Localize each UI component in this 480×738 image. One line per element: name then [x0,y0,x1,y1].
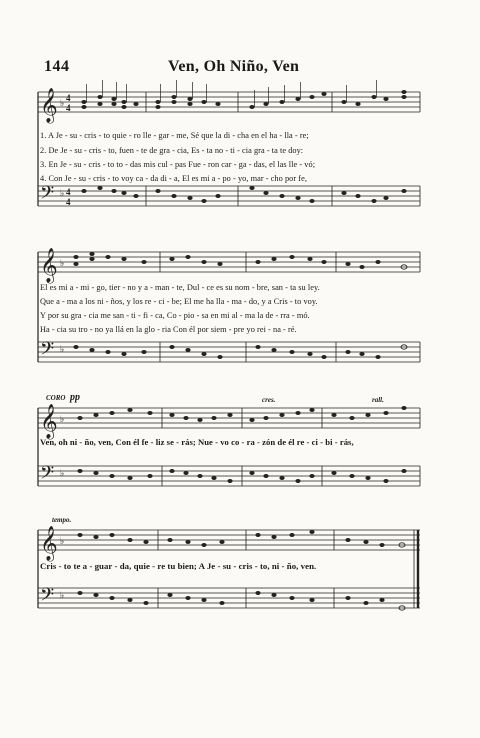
svg-text:4: 4 [66,93,71,103]
svg-text:♭: ♭ [60,590,65,600]
key-signature-flat-icon: ♭ [60,98,65,108]
music-system-2 [0,244,480,374]
music-system-3 [0,400,480,500]
svg-text:♭: ♭ [60,536,65,546]
bass-notes-1 [81,186,406,203]
bass-staff-1 [38,186,420,206]
verse-2-line-1: 2. De Je - su - cris - to, fuen - te de gra - cia, Es - ta no - ti - cia gra - ta te doy: [40,146,304,155]
refrain-line-1: Ven, oh ni - ño, ven, Con él fe - liz se - rás; Nue - vo co - ra - zón de él re - ci - bi - rás, [40,437,354,447]
svg-text:♭: ♭ [60,258,65,268]
hymn-title: Ven, Oh Niño, Ven [168,58,300,75]
treble-notes-1 [81,90,406,109]
treble-staff-1 [38,92,420,112]
verse-4-line-1: 4. Con Je - su - cris - to voy ca - da di - a, El es mi a - po - yo, mar - cho por fe, [40,174,307,183]
treble-notes-2 [73,252,407,269]
svg-text:♭: ♭ [60,344,65,354]
treble-clef-icon: 𝄞 [40,527,58,560]
rall-marking: rall. [372,396,384,404]
verse-1-line-2: El es mi a - mi - go, tier - no y a - man - te, Dul - ce es su nom - bre, san - ta su ley. [40,283,320,292]
coro-label: CORO [46,394,66,402]
treble-clef-icon: 𝄞 [40,89,58,122]
bass-clef-icon: 𝄢 [40,338,55,363]
treble-clef-icon: 𝄞 [40,405,58,438]
verse-3-line-1: 3. En Je - su - cris - to to - das mis cul - pas Fue - ron car - ga - das, el las lle - vó; [40,160,316,169]
svg-text:♭: ♭ [60,188,65,198]
bass-clef-icon: 𝄢 [40,584,55,609]
verse-2-line-2: Que a - ma a los ni - ños, y los re - ci - be; El me ha lla - ma - do, y a Cris - to voy. [40,297,318,306]
pianissimo-marking: pp [70,392,80,403]
treble-staff-2 [38,252,420,272]
treble-clef-icon: 𝄞 [40,249,58,282]
music-system-4 [0,522,480,622]
cres-marking: cres. [262,396,276,404]
svg-text:♭: ♭ [60,414,65,424]
svg-text:4: 4 [66,187,71,197]
svg-text:♭: ♭ [60,468,65,478]
bass-staff-2 [38,342,420,362]
verse-4-line-2: Ha - cia su tro - no ya llá en la glo - ria Con él por siem - pre yo rei - na - ré. [40,325,297,334]
page-number: 144 [44,58,70,75]
svg-text:4: 4 [66,197,71,207]
treble-stems-1 [87,80,377,107]
bass-clef-icon: 𝄢 [40,462,55,487]
bass-clef-icon: 𝄢 [40,182,55,207]
verse-1-line-1: 1. A Je - su - cris - to quie - ro lle - gar - me, Sé que la di - cha en el ha - lla - re; [40,131,309,140]
refrain-line-2: Cris - to te a - guar - da, quie - re tu bien; A Je - su - cris - to, ni - ño, ven. [40,561,317,571]
verse-3-line-2: Y por su gra - cia me san - ti - fi - ca, Co - pio - sa en mi al - ma la de - rra - mó. [40,311,310,320]
tempo-marking: tempo. [52,516,72,524]
svg-text:4: 4 [66,103,71,113]
